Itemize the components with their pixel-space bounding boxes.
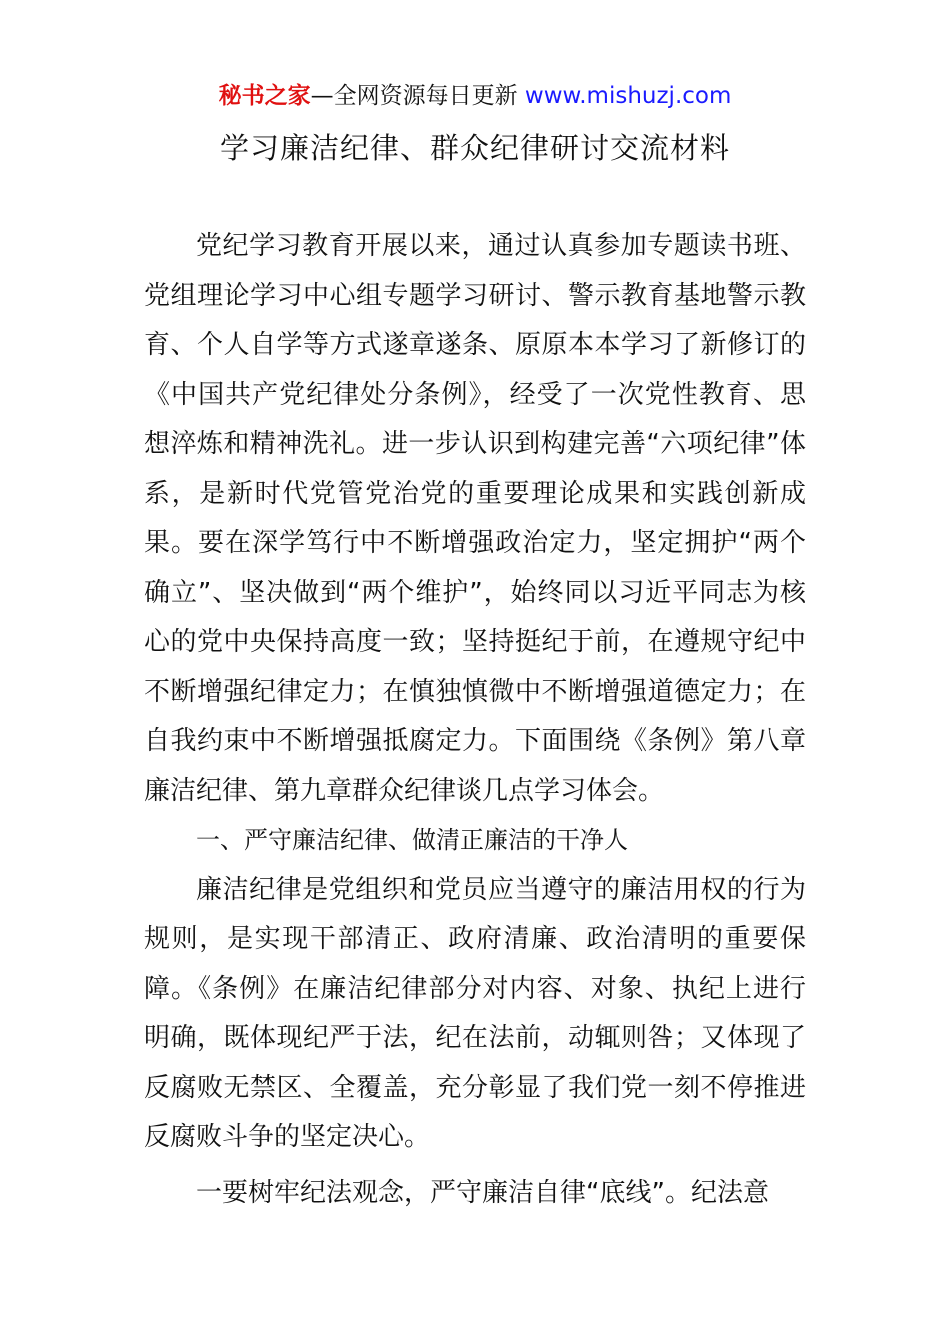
header-tagline: —全网资源每日更新	[310, 83, 525, 109]
document-body	[144, 222, 806, 1218]
body-paragraph: 廉洁纪律是党组织和党员应当遵守的廉洁用权的行为规则，是实现干部清正、政府清廉、政治清明的重要保障。《条例》在廉洁纪律部分对内容、对象、执纪上进行明确，既体现纪严于法，纪在法前，动辄则咎；又体现了反腐败无禁区、全覆盖，充分彰显了我们党一刻不停推进反腐败斗争的坚定决心。	[144, 874, 806, 1152]
document-title: 学习廉洁纪律、群众纪律研讨交流材料	[219, 131, 730, 165]
site-url-link[interactable]: www.mishuzj.com	[524, 83, 732, 109]
site-header	[0, 80, 950, 112]
brand-name: 秘书之家	[218, 83, 311, 109]
intro-paragraph: 党纪学习教育开展以来，通过认真参加专题读书班、党组理论学习中心组专题学习研讨、警示教育基地警示教育、个人自学等方式遂章遂条、原原本本学习了新修订的《中国共产党纪律处分条例》，经受了一次党性教育、思想淬炼和精神洗礼。进一步认识到构建完善“六项纪律”体系，是新时代党管党治党的重要理论成果和实践创新成果。要在深学笃行中不断增强政治定力，坚定拥护“两个确立”、坚决做到“两个维护”，始终同以习近平同志为核心的党中央保持高度一致；坚持挺纪于前，在遵规守纪中不断增强纪律定力；在慎独慎微中不断增强道德定力；在自我约束中不断增强抵腐定力。下面围绕《条例》第八章廉洁纪律、第九章群众纪律谈几点学习体会。	[144, 231, 806, 806]
section-heading: 一、严守廉洁纪律、做清正廉洁的干净人	[196, 826, 628, 854]
body-paragraph: 一要树牢纪法观念，严守廉洁自律“底线”。纪法意	[196, 1177, 769, 1208]
